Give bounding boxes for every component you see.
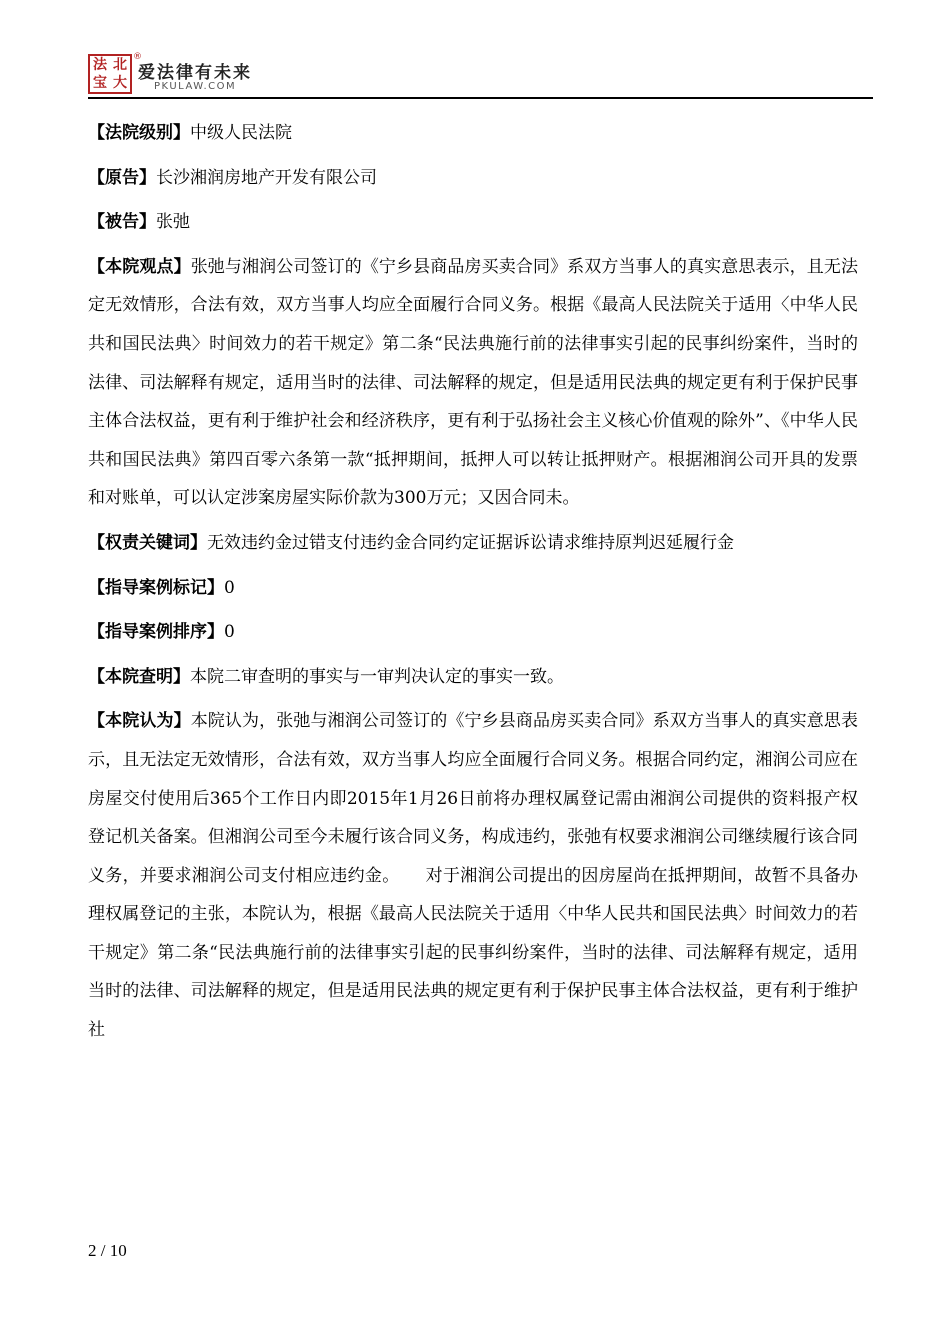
field-label: 【本院观点】 [88, 256, 191, 277]
field-plaintiff [88, 159, 858, 198]
field-court-viewpoint [88, 248, 858, 518]
header-divider [88, 97, 873, 99]
logo-char: 法 [93, 57, 107, 73]
field-label: 【权责关键词】 [88, 532, 207, 553]
field-label: 【指导案例排序】 [88, 622, 224, 643]
field-label: 【指导案例标记】 [88, 577, 224, 598]
registered-mark: ® [133, 52, 142, 62]
field-label: 【本院认为】 [88, 711, 191, 732]
field-value: 本院二审查明的事实与一审判决认定的事实一致。 [190, 666, 564, 687]
field-label: 【原告】 [88, 167, 156, 188]
field-label: 【法院级别】 [88, 123, 190, 143]
field-value: 无效违约金过错支付违约金合同约定证据诉讼请求维持原判迟延履行金 [207, 532, 734, 553]
pkulaw-logo [88, 54, 132, 94]
logo-slogan: 爱法律有未来 [138, 63, 252, 83]
field-value: 中级人民法院 [190, 123, 292, 143]
field-guiding-case-order [88, 613, 858, 652]
field-value: 张弛与湘润公司签订的《宁乡县商品房买卖合同》系双方当事人的真实意思表示，且无法定无效情形，合法有效，双方当事人均应全面履行合同义务。根据《最高人民法院关于适用〈中华人民共和国民法典〉时间效力的若干规定》第二条“民法典施行前的法律事实引起的民事纠纷案件，当时的法律、司法解释有规定，适用当时的法律、司法解释的规定，但是适用民法典的规定更有利于保护民事主体合法权益，更有利于维护社会和经济秩序，更有利于弘扬社会主义核心价值观的除外”、《中华人民共和国民法典》第四百零六条第一款“抵押期间，抵押人可以转让抵押财产。根据湘润公司开具的发票和对账单，可以认定涉案房屋实际价款为300万元；又因合同未。 [88, 256, 859, 509]
logo-char: 北 [113, 57, 127, 73]
page-header [88, 52, 873, 98]
logo-char: 大 [113, 75, 127, 91]
field-keywords [88, 524, 858, 563]
page-number: 2 / 10 [88, 1241, 127, 1260]
field-defendant [88, 203, 858, 242]
field-value: 0 [224, 577, 235, 598]
field-value: 长沙湘润房地产开发有限公司 [156, 167, 377, 188]
field-label: 【本院查明】 [88, 666, 190, 687]
field-guiding-case-flag [88, 569, 858, 608]
field-value: 张弛 [156, 212, 190, 233]
document-body [88, 114, 858, 1056]
field-value: 0 [224, 622, 235, 643]
field-court-level [88, 114, 858, 153]
field-facts-found [88, 658, 858, 697]
logo-domain: PKULAW.COM [154, 81, 237, 92]
field-court-opinion [88, 702, 858, 1049]
logo-char: 宝 [93, 75, 107, 91]
field-label: 【被告】 [88, 212, 156, 233]
field-value: 本院认为，张弛与湘润公司签订的《宁乡县商品房买卖合同》系双方当事人的真实意思表示，且无法定无效情形，合法有效，双方当事人均应全面履行合同义务。根据合同约定，湘润公司应在房屋交付使用后365个工作日内即2015年1月26日前将办理权属登记需由湘润公司提供的资料报产权登记机关备案。但湘润公司至今未履行该合同义务，构成违约，张弛有权要求湘润公司继续履行该合同义务，并要求湘润公司支付相应违约金。 对于湘润公司提出的因房屋尚在抵押期间，故暂不具备办理权属登记的主张，本院认为，根据《最高人民法院关于适用〈中华人民共和国民法典〉时间效力的若干规定》第二条“民法典施行前的法律事实引起的民事纠纷案件，当时的法律、司法解释有规定，适用当时的法律、司法解释的规定，但是适用民法典的规定更有利于保护民事主体合法权益，更有利于维护社 [88, 711, 859, 1041]
